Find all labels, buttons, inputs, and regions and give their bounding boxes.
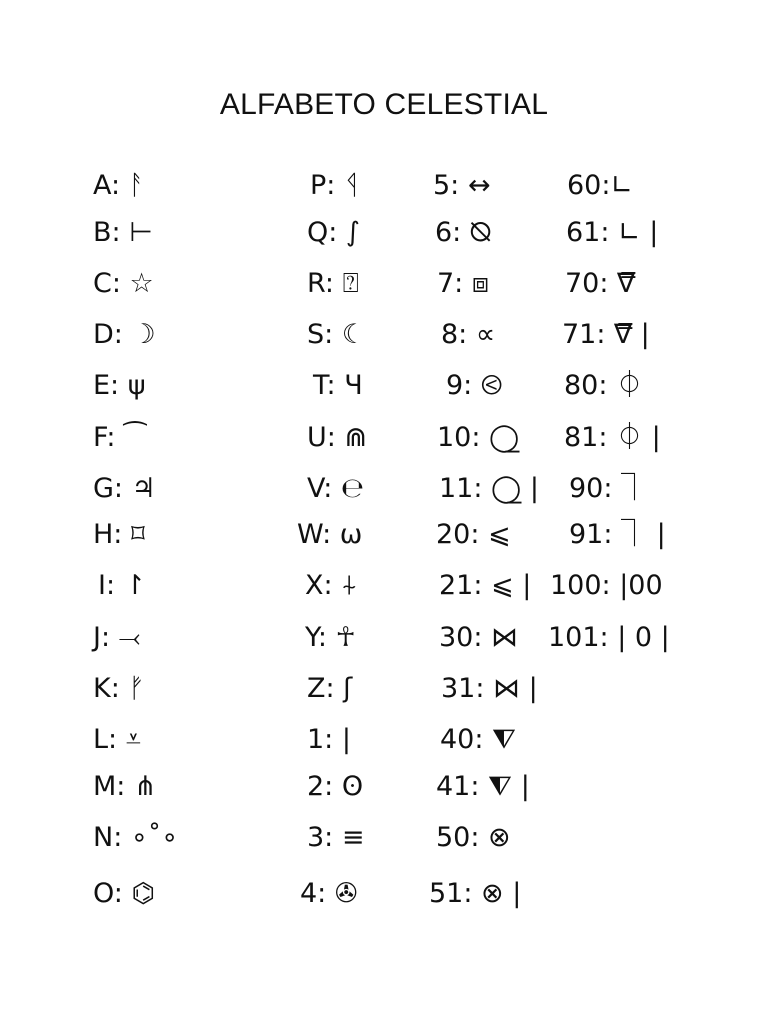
number-entry-60: 60:∟ [567,170,634,201]
letter-entry-j: J: ⤙ [93,622,141,653]
letter-entry-b: B: ⊢ [93,217,153,248]
letter-entry-c: C: ☆ [93,268,154,299]
letter-entry-y: Y: ☥ [305,622,356,653]
number-entry-70: 70: ∇̿ [565,268,636,299]
number-entry-100: 100: |00 [550,570,663,601]
letter-entry-q: Q: ∫ [307,217,360,248]
letter-entry-p: P: ᛩ [310,170,361,201]
letter-entry-r: R: ⍰ [307,268,359,299]
letter-entry-z: Z: ʃ [307,673,353,704]
letter-entry-i: I: ↾ [98,570,147,601]
letter-entry-v: V: ℮ [307,473,365,504]
number-entry-10: 10: ◯̲ [437,422,520,453]
number-entry-2: 2: ʘ [307,771,364,802]
number-entry-8: 8: ∝ [441,319,496,350]
number-entry-61: 61: ∟ | [566,217,659,248]
letter-entry-x: X: ⍭ [305,570,358,601]
letter-entry-e: E: ψ [93,370,146,401]
number-entry-9: 9: ⧀ [446,370,503,401]
number-entry-50: 50: ⊗ [436,822,511,853]
number-entry-80: 80: ⏀ [564,370,644,401]
number-entry-11: 11: ◯̲ | [439,473,539,504]
letter-entry-l: L: ⩡ [93,724,141,755]
number-entry-51: 51: ⊗ | [429,878,522,909]
number-entry-4: 4: ✇ [300,878,358,909]
number-entry-31: 31: ⋈ | [441,673,538,704]
letter-entry-o: O: ⌬ [93,878,156,909]
number-entry-20: 20: ⩽ [436,519,511,550]
letter-entry-u: U: ⋒ [307,422,368,453]
number-entry-40: 40: ⧨ [440,724,517,755]
number-entry-30: 30: ⋈ [439,622,519,653]
number-entry-90: 90: ⏋ [569,473,649,504]
letter-entry-g: G: ♃ [93,473,156,504]
letter-entry-d: D: ☽ [93,319,156,350]
number-entry-1: 1: | [307,724,351,755]
letter-entry-w: W: ω [297,519,363,550]
letter-entry-s: S: ☾ [307,319,367,350]
number-entry-101: 101: | 0 | [548,622,670,653]
number-entry-3: 3: ≡ [307,822,365,853]
number-entry-6: 6: ⦰ [435,217,492,248]
page-title: ALFABETO CELESTIAL [219,88,549,121]
letter-entry-a: A: ᚨ [93,170,145,201]
letter-entry-h: H: ⌑ [93,519,145,550]
letter-entry-f: F: ⁀ [93,422,146,453]
letter-entry-k: K: ᚠ [93,673,145,704]
letter-entry-t: T: Ч [313,370,363,401]
number-entry-41: 41: ⧨ | [436,771,530,802]
letter-entry-m: M: ⋔ [93,771,157,802]
letter-entry-n: N: ∘˚∘ [93,822,179,853]
number-entry-7: 7: ⧈ [437,268,490,299]
number-entry-81: 81: ⏀ | [564,422,661,453]
number-entry-71: 71: ∇̿ | [562,319,650,350]
number-entry-21: 21: ⩽ | [439,570,532,601]
number-entry-5: 5: ↔ [433,170,491,201]
number-entry-91: 91: ⏋ | [569,519,666,550]
